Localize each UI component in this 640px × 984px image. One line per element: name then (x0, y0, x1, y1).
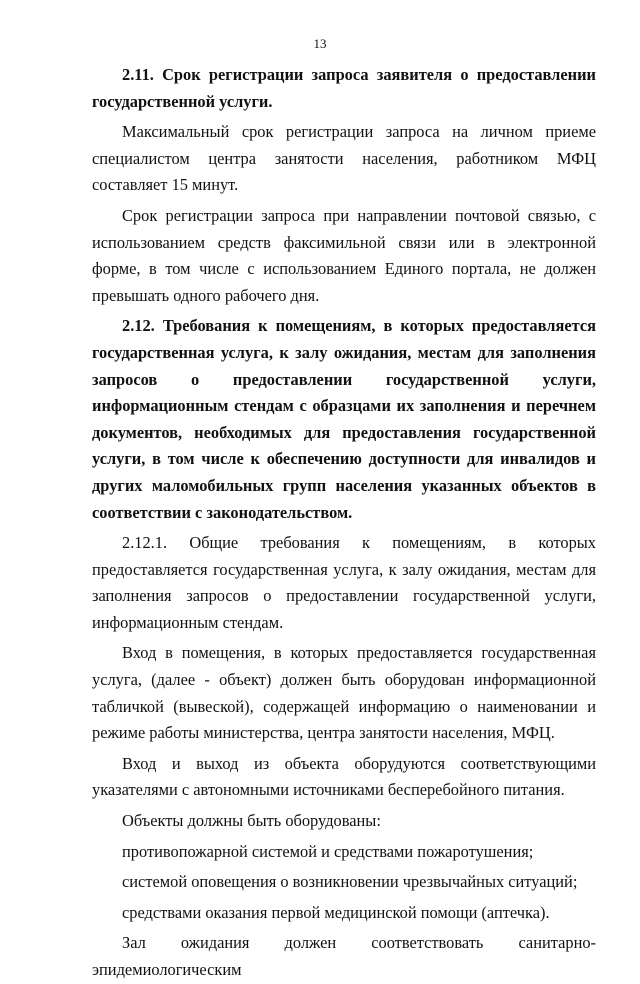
list-item-first-aid: средствами оказания первой медицинской помощи (аптечка). (122, 902, 550, 922)
paragraph-postal-registration-time: Срок регистрации запроса при направлении почтовой связью, с использованием средств факсимильной связи или в электронной форме, в том числе с использованием Единого портала, не должен превышать одного рабочего дня. (92, 205, 596, 305)
section-heading-2-11: 2.11. Срок регистрации запроса заявителя о предоставлении государственной услуги. (92, 65, 596, 111)
list-item-alert-system: системой оповещения о возникновении чрезвычайных ситуаций; (122, 872, 578, 892)
section-heading-2-12: 2.12. Требования к помещениям, в которых предоставляется государственная услуга, к залу ожидания, местам для заполнения запросов о предоставлении государственной услуги, информационным стендам с образцами их заполнения и перечнем документов, необходимых для предоставления государственной услуги, в том числе к обеспечению доступности для инвалидов и других маломобильных групп населения указанных объектов в соответствии с законодательством. (92, 316, 596, 522)
document-body (92, 62, 596, 984)
paragraph-equipment-intro: Объекты должны быть оборудованы: (122, 811, 381, 831)
paragraph-entrance-signage: Вход в помещения, в которых предоставляется государственная услуга, (далее - объект) должен быть оборудован информационной табличкой (вывеской), содержащей информацию о наименовании и режиме работы министерства, центра занятости населения, МФЦ. (92, 643, 596, 743)
paragraph-2-12-1-general-requirements: 2.12.1. Общие требования к помещениям, в которых предоставляется государственная услуга, к залу ожидания, местам для заполнения запросов о предоставлении государственной услуги, информационным стендам. (92, 533, 596, 632)
list-item-fire-system: противопожарной системой и средствами пожаротушения; (122, 841, 534, 861)
paragraph-waiting-hall: Зал ожидания должен соответствовать санитарно-эпидемиологическим (92, 933, 596, 979)
paragraph-entrance-exit-signs: Вход и выход из объекта оборудуются соответствующими указателями с автономными источниками бесперебойного питания. (92, 753, 596, 800)
page-number: 13 (313, 36, 327, 51)
paragraph-max-registration-time: Максимальный срок регистрации запроса на личном приеме специалистом центра занятости населения, работником МФЦ составляет 15 минут. (92, 122, 596, 195)
